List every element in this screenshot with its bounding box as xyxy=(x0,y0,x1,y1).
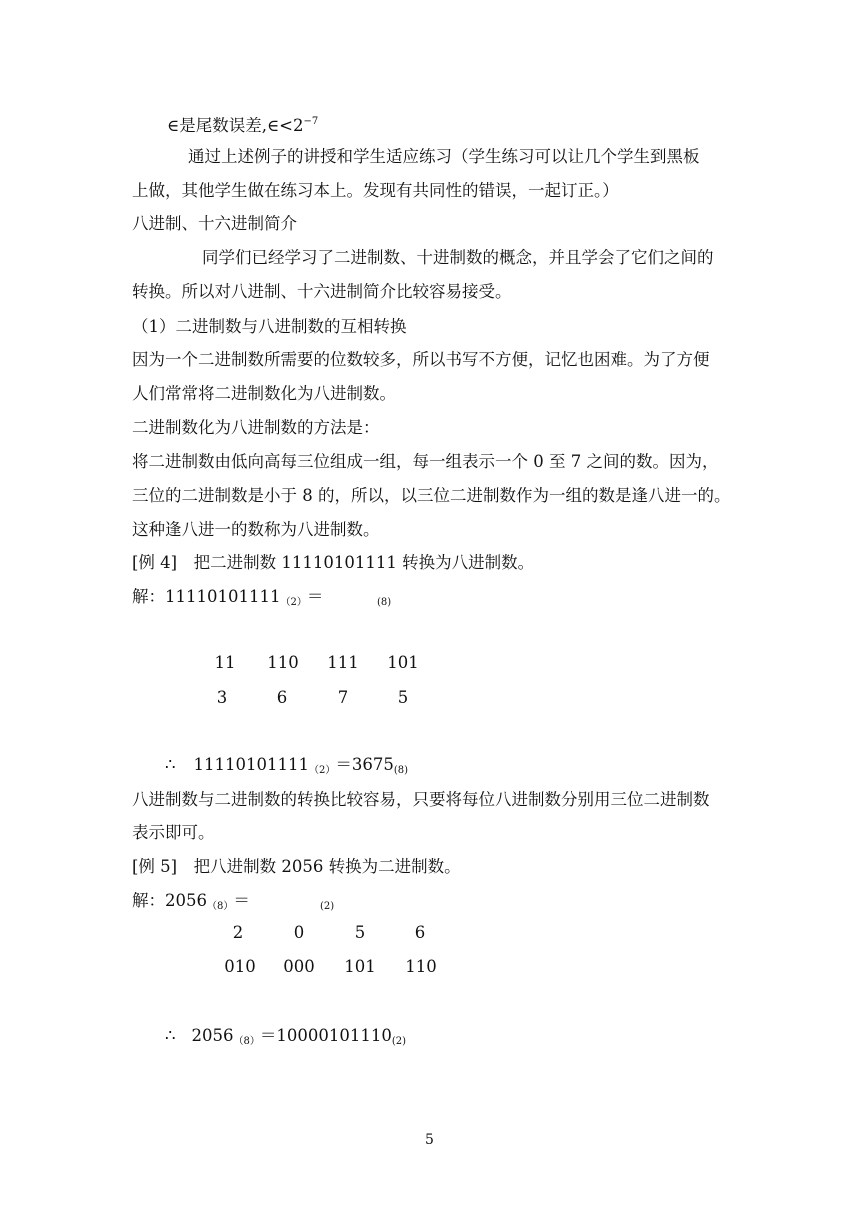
example4-group-3: 111 xyxy=(327,653,359,672)
example5-solution xyxy=(132,891,250,917)
example5-result-rhs: ＝10000101110 xyxy=(259,1026,392,1045)
example4-group-4: 101 xyxy=(387,653,419,672)
example4-result-base: （2） xyxy=(308,765,336,776)
example4-group-1: 11 xyxy=(214,653,236,672)
example4-result-lhs: 11110101111 xyxy=(193,755,309,774)
example4-digit-1: 3 xyxy=(216,688,228,707)
example5-group-3: 101 xyxy=(344,957,376,976)
example5-result-base: （8） xyxy=(233,1036,260,1047)
error-bound-text: ∈是尾数误差,∈<2 xyxy=(167,116,304,135)
example5-group-2: 000 xyxy=(283,957,315,976)
example4-digit-4: 5 xyxy=(397,688,409,707)
example5-target-base: (2) xyxy=(320,901,335,912)
method-line-3: 这种逢八进一的数称为八进制数。 xyxy=(132,520,380,539)
example5-digit-3: 5 xyxy=(354,923,366,942)
reason-line-2: 人们常常将二进制数化为八进制数。 xyxy=(132,384,396,403)
oct-to-bin-line-1: 八进制数与二进制数的转换比较容易，只要将每位八进制数分别用三位二进制数 xyxy=(132,790,710,809)
example4-result-rhs: ＝3675 xyxy=(335,755,394,774)
example4-result xyxy=(165,755,408,781)
example4-group-2: 110 xyxy=(267,653,299,672)
error-bound-formula xyxy=(167,112,318,136)
example5-result xyxy=(165,1026,406,1052)
example4-digit-2: 6 xyxy=(276,688,288,707)
example4-solution-eq: ＝ xyxy=(306,587,324,606)
practice-paragraph-line-1: 通过上述例子的讲授和学生适应练习（学生练习可以让几个学生到黑板 xyxy=(188,147,700,166)
page-number: 5 xyxy=(425,1132,434,1148)
example4-solution-base: （2） xyxy=(280,597,307,608)
example5-solution-eq: ＝ xyxy=(233,891,250,910)
example4-digit-3: 7 xyxy=(337,688,349,707)
example4-target-base: (8) xyxy=(377,597,392,608)
intro-line-1: 同学们已经学习了二进制数、十进制数的概念，并且学会了它们之间的 xyxy=(202,248,714,267)
method-line-2: 三位的二进制数是小于 8 的，所以，以三位二进制数作为一组的数是逢八进一的。 xyxy=(132,486,731,505)
reason-line-1: 因为一个二进制数所需要的位数较多，所以书写不方便，记忆也困难。为了方便 xyxy=(132,350,710,369)
example4-solution-prefix: 解：11110101111 xyxy=(132,587,281,606)
example5-result-rbase: (2) xyxy=(391,1036,407,1047)
example4-result-rbase: (8) xyxy=(393,765,409,776)
example4-solution xyxy=(132,587,323,613)
example5-solution-prefix: 解：2056 xyxy=(132,891,207,910)
therefore-symbol-2: ∴ xyxy=(165,1026,176,1045)
subsection-title: （1）二进制数与八进制数的互相转换 xyxy=(132,317,407,336)
example5-group-1: 010 xyxy=(224,957,256,976)
practice-paragraph-line-2: 上做，其他学生做在练习本上。发现有共同性的错误，一起订正。） xyxy=(132,181,619,200)
method-title: 二进制数化为八进制数的方法是： xyxy=(132,418,380,437)
intro-line-2: 转换。所以对八进制、十六进制简介比较容易接受。 xyxy=(132,282,512,301)
example5-digit-4: 6 xyxy=(414,923,426,942)
example4-title: [例 4] 把二进制数 11110101111 转换为八进制数。 xyxy=(132,553,535,572)
oct-to-bin-line-2: 表示即可。 xyxy=(132,823,215,842)
example5-title: [例 5] 把八进制数 2056 转换为二进制数。 xyxy=(132,857,461,876)
example5-result-lhs: 2056 xyxy=(191,1026,234,1045)
example5-digit-1: 2 xyxy=(232,923,244,942)
therefore-symbol: ∴ xyxy=(165,755,176,774)
error-bound-exponent: −7 xyxy=(303,116,319,127)
example5-group-4: 110 xyxy=(405,957,437,976)
example5-solution-base: （8） xyxy=(207,901,234,912)
example5-digit-2: 0 xyxy=(293,923,305,942)
section-title: 八进制、十六进制简介 xyxy=(132,214,297,233)
method-line-1: 将二进制数由低向高每三位组成一组，每一组表示一个 0 至 7 之间的数。因为， xyxy=(132,452,719,471)
